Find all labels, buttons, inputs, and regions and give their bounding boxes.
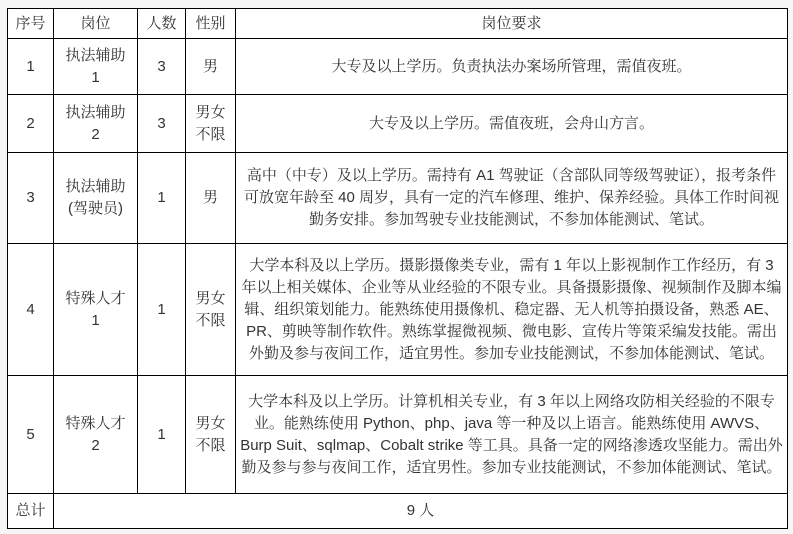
cell-requirements: 大专及以上学历。需值夜班，会舟山方言。: [236, 95, 788, 153]
header-count: 人数: [138, 9, 186, 39]
cell-count: 1: [138, 244, 186, 376]
job-positions-table: [7, 8, 788, 529]
position-name: 执法辅助: [65, 103, 126, 121]
cell-no: 3: [8, 153, 54, 244]
cell-gender: 男女不限: [186, 95, 236, 153]
position-number: 1: [91, 311, 100, 329]
cell-count: 3: [138, 39, 186, 95]
position-name: 执法辅助: [65, 178, 126, 195]
cell-requirements: 大专及以上学历。负责执法办案场所管理，需值夜班。: [236, 39, 788, 95]
cell-position: [54, 153, 138, 244]
cell-gender: 男: [186, 39, 236, 95]
cell-no: 1: [8, 39, 54, 95]
total-value: 9 人: [54, 494, 788, 529]
cell-requirements: 大学本科及以上学历。计算机相关专业，有 3 年以上网络攻防相关经验的不限专业。能熟练使用 Python、php、java 等一种及以上语言。能熟练使用 AWVS、Burp Suit、sqlmap、Cobalt strike 等工具。具备一定的网络渗透攻坚能力。需出外勤及参与参与夜间工作，适宜男性。参加专业技能测试，不参加体能测试、笔试。: [236, 376, 788, 494]
position-number: 1: [91, 68, 100, 86]
header-gender: 性别: [186, 9, 236, 39]
cell-requirements: 高中（中专）及以上学历。需持有 A1 驾驶证（含部队同等级驾驶证），报考条件可放宽年龄至 40 周岁，具有一定的汽车修理、维护、保养经验。具体工作时间视勤务安排。参加驾驶专业技能测试，不参加体能测试、笔试。: [236, 153, 788, 244]
cell-position: [54, 39, 138, 95]
cell-requirements: 大学本科及以上学历。摄影摄像类专业，需有 1 年以上影视制作工作经历，有 3 年以上相关媒体、企业等从业经验的不限专业。具备摄影摄像、视频制作及脚本编辑、组织策划能力。能熟练使用摄像机、稳定器、无人机等拍摄设备，熟悉 AE、PR、剪映等制作软件。熟练掌握微视频、微电影、宣传片等策采编发技能。需出外勤及参与夜间工作，适宜男性。参加专业技能测试，不参加体能测试、笔试。: [236, 244, 788, 376]
cell-count: 1: [138, 153, 186, 244]
table-row: [8, 376, 788, 494]
cell-position: [54, 244, 138, 376]
position-name: 特殊人才: [65, 414, 126, 432]
total-row: [8, 494, 788, 529]
position-number: (驾驶员): [68, 200, 123, 217]
cell-no: 5: [8, 376, 54, 494]
position-number: 2: [91, 125, 100, 143]
position-name: 执法辅助: [65, 46, 126, 64]
cell-no: 2: [8, 95, 54, 153]
position-number: 2: [91, 436, 100, 454]
table-row: [8, 39, 788, 95]
cell-gender: 男女不限: [186, 244, 236, 376]
cell-count: 1: [138, 376, 186, 494]
header-position: 岗位: [54, 9, 138, 39]
position-name: 特殊人才: [65, 289, 126, 307]
table-row: [8, 95, 788, 153]
header-row: [8, 9, 788, 39]
cell-gender: 男女不限: [186, 376, 236, 494]
cell-position: [54, 376, 138, 494]
cell-count: 3: [138, 95, 186, 153]
header-requirements: 岗位要求: [236, 9, 788, 39]
table-row: [8, 244, 788, 376]
header-no: 序号: [8, 9, 54, 39]
cell-gender: 男: [186, 153, 236, 244]
total-label: 总计: [8, 494, 54, 529]
cell-no: 4: [8, 244, 54, 376]
table-row: [8, 153, 788, 244]
cell-position: [54, 95, 138, 153]
